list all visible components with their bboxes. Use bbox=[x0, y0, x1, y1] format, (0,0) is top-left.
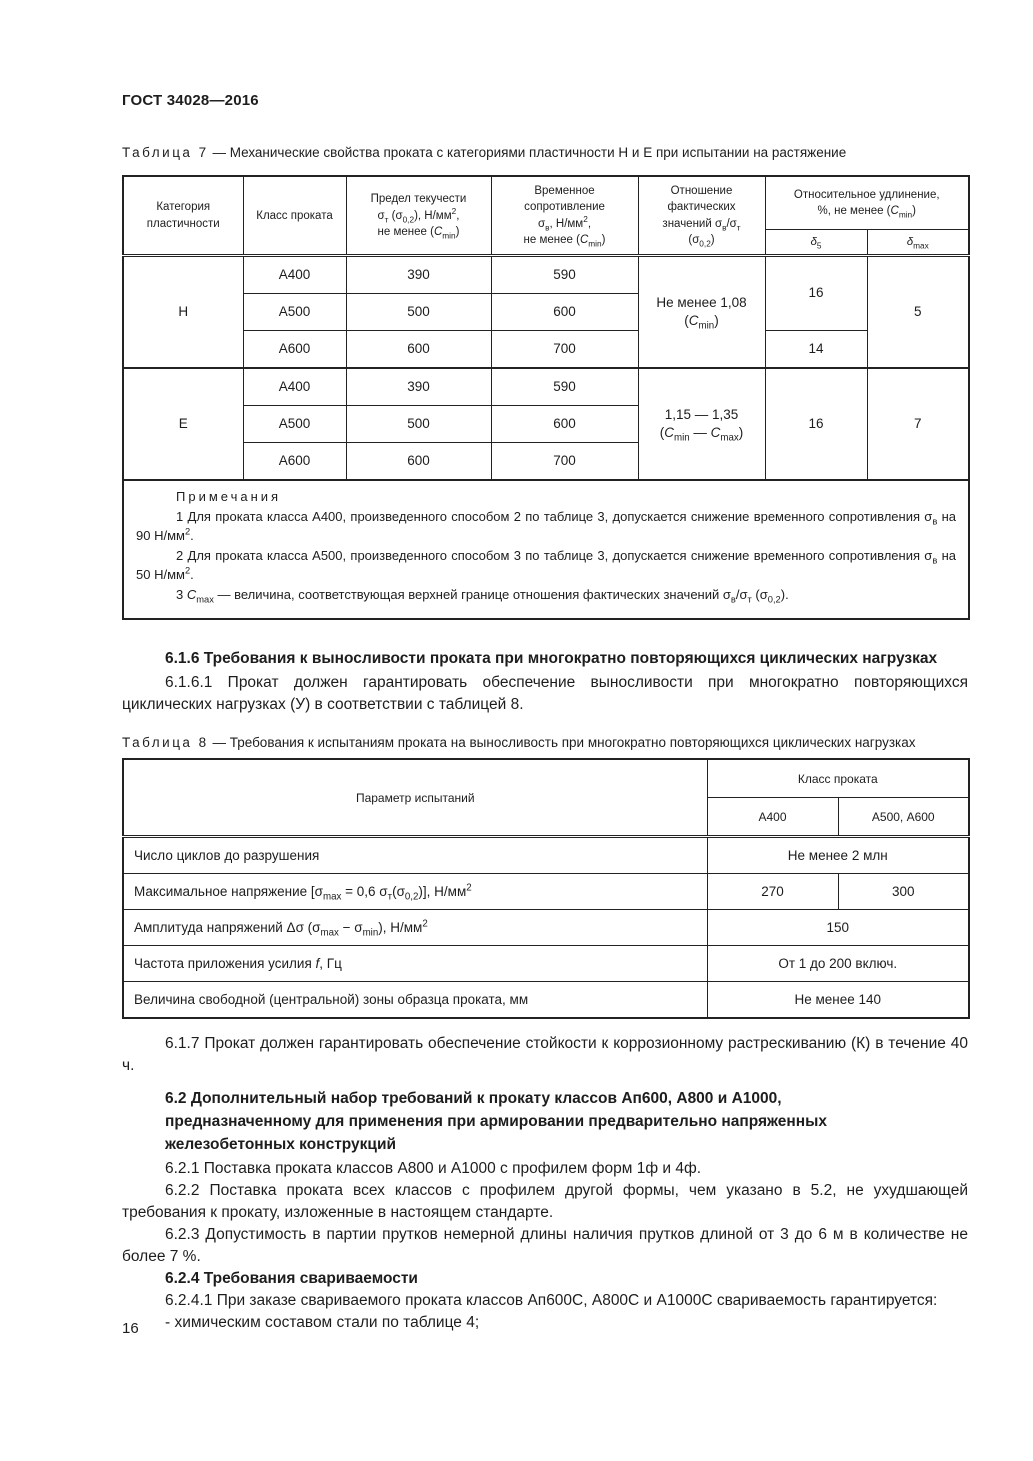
cell-tensile: 590 bbox=[491, 256, 638, 294]
cell-param: Число циклов до разрушения bbox=[123, 837, 707, 874]
doc-code: ГОСТ 34028—2016 bbox=[122, 92, 259, 109]
table-row bbox=[123, 331, 969, 369]
col-header-a400: А400 bbox=[707, 798, 838, 837]
cell-class: А400 bbox=[243, 368, 346, 406]
col-header-d5: $\delta_5$ bbox=[765, 230, 867, 256]
cell-dmax: 5 bbox=[867, 256, 969, 369]
cell-yield: 390 bbox=[346, 256, 491, 294]
cell-class: А500 bbox=[243, 294, 346, 331]
note-item: 3 $C_{max}$ — величина, соответствующая верхней границе отношения фактических значений $\sigma_в/\sigma_т$ $(\sigma_{0,2})$. bbox=[176, 586, 789, 605]
cell-category: Е bbox=[123, 368, 243, 480]
cell-tensile: 700 bbox=[491, 331, 638, 369]
section-6-2-4-heading: 6.2.4 Требования свариваемости bbox=[165, 1270, 418, 1288]
para-6-1-6-1: 6.1.6.1 Прокат должен гарантировать обеспечение выносливости при многократно повторяющихся циклических нагрузках (У) в соответствии с таблицей 8. bbox=[122, 674, 968, 714]
cell-category: Н bbox=[123, 256, 243, 369]
para-6-2-3: 6.2.3 Допустимость в партии прутков немерной длины наличия прутков длиной от 3 до 6 м в количестве не более 7 %. bbox=[122, 1226, 968, 1266]
para-6-2-1: 6.2.1 Поставка проката классов А800 и А1000 с профилем форм 1ф и 4ф. bbox=[165, 1160, 702, 1178]
table-row bbox=[123, 837, 969, 874]
col-header-tensile: Временное сопротивление $\sigma_в$, $Н/мм^2$, не менее $(C_{min})$ bbox=[491, 176, 638, 256]
cell-value: От 1 до 200 включ. bbox=[707, 946, 969, 982]
cell-param: Величина свободной (центральной) зоны образца проката, мм bbox=[123, 982, 707, 1019]
cell-class: А600 bbox=[243, 443, 346, 481]
cell-tensile: 600 bbox=[491, 294, 638, 331]
cell-class: А600 bbox=[243, 331, 346, 369]
cell-ratio: Не менее 1,08 $(C_{min})$ bbox=[638, 256, 765, 369]
cell-param: Частота приложения усилия f, Гц bbox=[123, 946, 707, 982]
cell-value: Не менее 2 млн bbox=[707, 837, 969, 874]
table7 bbox=[122, 175, 970, 620]
table8-header-row bbox=[123, 759, 969, 798]
cell-class: А400 bbox=[243, 256, 346, 294]
table7-notes-row bbox=[123, 480, 969, 619]
col-header-category: Категория пластичности bbox=[123, 176, 243, 256]
table7-caption-text: — Механические свойства проката с категориями пластичности Н и Е при испытании на растяжение bbox=[212, 145, 847, 160]
cell-param: Амплитуда напряжений Δσ $(\sigma_{max} - \sigma_{min})$, $Н/мм^2$ bbox=[123, 910, 707, 946]
table8-caption-text: — Требования к испытаниям проката на выносливость при многократно повторяющихся циклических нагрузках bbox=[212, 735, 916, 751]
cell-dmax: 7 bbox=[867, 368, 969, 480]
section-6-1-6-heading: 6.1.6 Требования к выносливости проката при многократно повторяющихся циклических нагрузках bbox=[165, 650, 938, 668]
col-header-class: Класс проката bbox=[243, 176, 346, 256]
col-header-class-group: Класс проката bbox=[707, 759, 969, 798]
table-row bbox=[123, 256, 969, 294]
col-header-yield: Предел текучести $\sigma_т$ $(\sigma_{0,2})$, $Н/мм^2$, не менее $(C_{min})$ bbox=[346, 176, 491, 256]
cell-value: Не менее 140 bbox=[707, 982, 969, 1019]
col-header-ratio: Отношение фактических значений $\sigma_в/\sigma_т$ $(\sigma_{0,2})$ bbox=[638, 176, 765, 256]
table7-caption-label: Таблица 7 bbox=[122, 145, 209, 160]
table-row bbox=[123, 874, 969, 910]
table7-notes bbox=[123, 480, 969, 619]
col-header-dmax: $\delta_{max}$ bbox=[867, 230, 969, 256]
cell-value-a500-a600: 300 bbox=[838, 874, 969, 910]
cell-tensile: 590 bbox=[491, 368, 638, 406]
col-header-param: Параметр испытаний bbox=[123, 759, 707, 837]
cell-ratio: 1,15 — 1,35 ($C_{min}$ — $C_{max}$) bbox=[638, 368, 765, 480]
table7-caption bbox=[122, 143, 968, 162]
note-item: 2 Для проката класса А500, произведенного способом 3 по таблице 3, допускается снижение временного сопротивления $\sigma_в$ на 50 $Н/мм^2$. bbox=[136, 547, 956, 583]
section-6-2-heading: 6.2 Дополнительный набор требований к прокату классов Ап600, А800 и А1000, предназначенному для применения при армировании предварительно напряженных железобетонных конструкций bbox=[165, 1090, 828, 1154]
table-row bbox=[123, 946, 969, 982]
cell-yield: 600 bbox=[346, 443, 491, 481]
cell-value: 150 bbox=[707, 910, 969, 946]
note-item: 1 Для проката класса А400, произведенного способом 2 по таблице 3, допускается снижение временного сопротивления $\sigma_в$ на 90 $Н/мм^2$. bbox=[136, 508, 956, 544]
table7-header-row bbox=[123, 176, 969, 230]
para-6-1-7: 6.1.7 Прокат должен гарантировать обеспечение стойкости к коррозионному растрескиванию (К) в течение 40 ч. bbox=[122, 1035, 968, 1075]
cell-value-a400: 270 bbox=[707, 874, 838, 910]
table-row bbox=[123, 368, 969, 406]
cell-yield: 500 bbox=[346, 406, 491, 443]
para-6-2-4-1-item: - химическим составом стали по таблице 4; bbox=[165, 1314, 480, 1332]
notes-title: Примечания bbox=[176, 489, 282, 505]
table8-caption bbox=[122, 733, 968, 752]
cell-class: А500 bbox=[243, 406, 346, 443]
col-header-elongation: Относительное удлинение, %, не менее $(C_{min})$ bbox=[765, 176, 969, 230]
table8 bbox=[122, 758, 970, 1019]
table-row bbox=[123, 910, 969, 946]
cell-yield: 390 bbox=[346, 368, 491, 406]
para-6-2-2: 6.2.2 Поставка проката всех классов с профилем другой формы, чем указано в 5.2, не ухудшающей требования к прокату, изложенные в настоящем стандарте. bbox=[122, 1182, 968, 1222]
table-row bbox=[123, 982, 969, 1019]
cell-yield: 600 bbox=[346, 331, 491, 369]
cell-tensile: 600 bbox=[491, 406, 638, 443]
table8-caption-label: Таблица 8 bbox=[122, 735, 209, 751]
cell-yield: 500 bbox=[346, 294, 491, 331]
cell-d5: 14 bbox=[765, 331, 867, 369]
cell-d5: 16 bbox=[765, 368, 867, 480]
page-content bbox=[122, 0, 968, 1334]
cell-d5: 16 bbox=[765, 256, 867, 331]
cell-tensile: 700 bbox=[491, 443, 638, 481]
para-6-2-4-1: 6.2.4.1 При заказе свариваемого проката классов Ап600С, А800С и А1000С свариваемость гарантируется: bbox=[165, 1292, 938, 1310]
cell-param: Максимальное напряжение [$\sigma_{max} = 0,6$ $\sigma_т(\sigma_{0,2})$], $Н/мм^2$ bbox=[123, 874, 707, 910]
col-header-a500-a600: А500, А600 bbox=[838, 798, 969, 837]
page-number: 16 bbox=[122, 1320, 139, 1337]
